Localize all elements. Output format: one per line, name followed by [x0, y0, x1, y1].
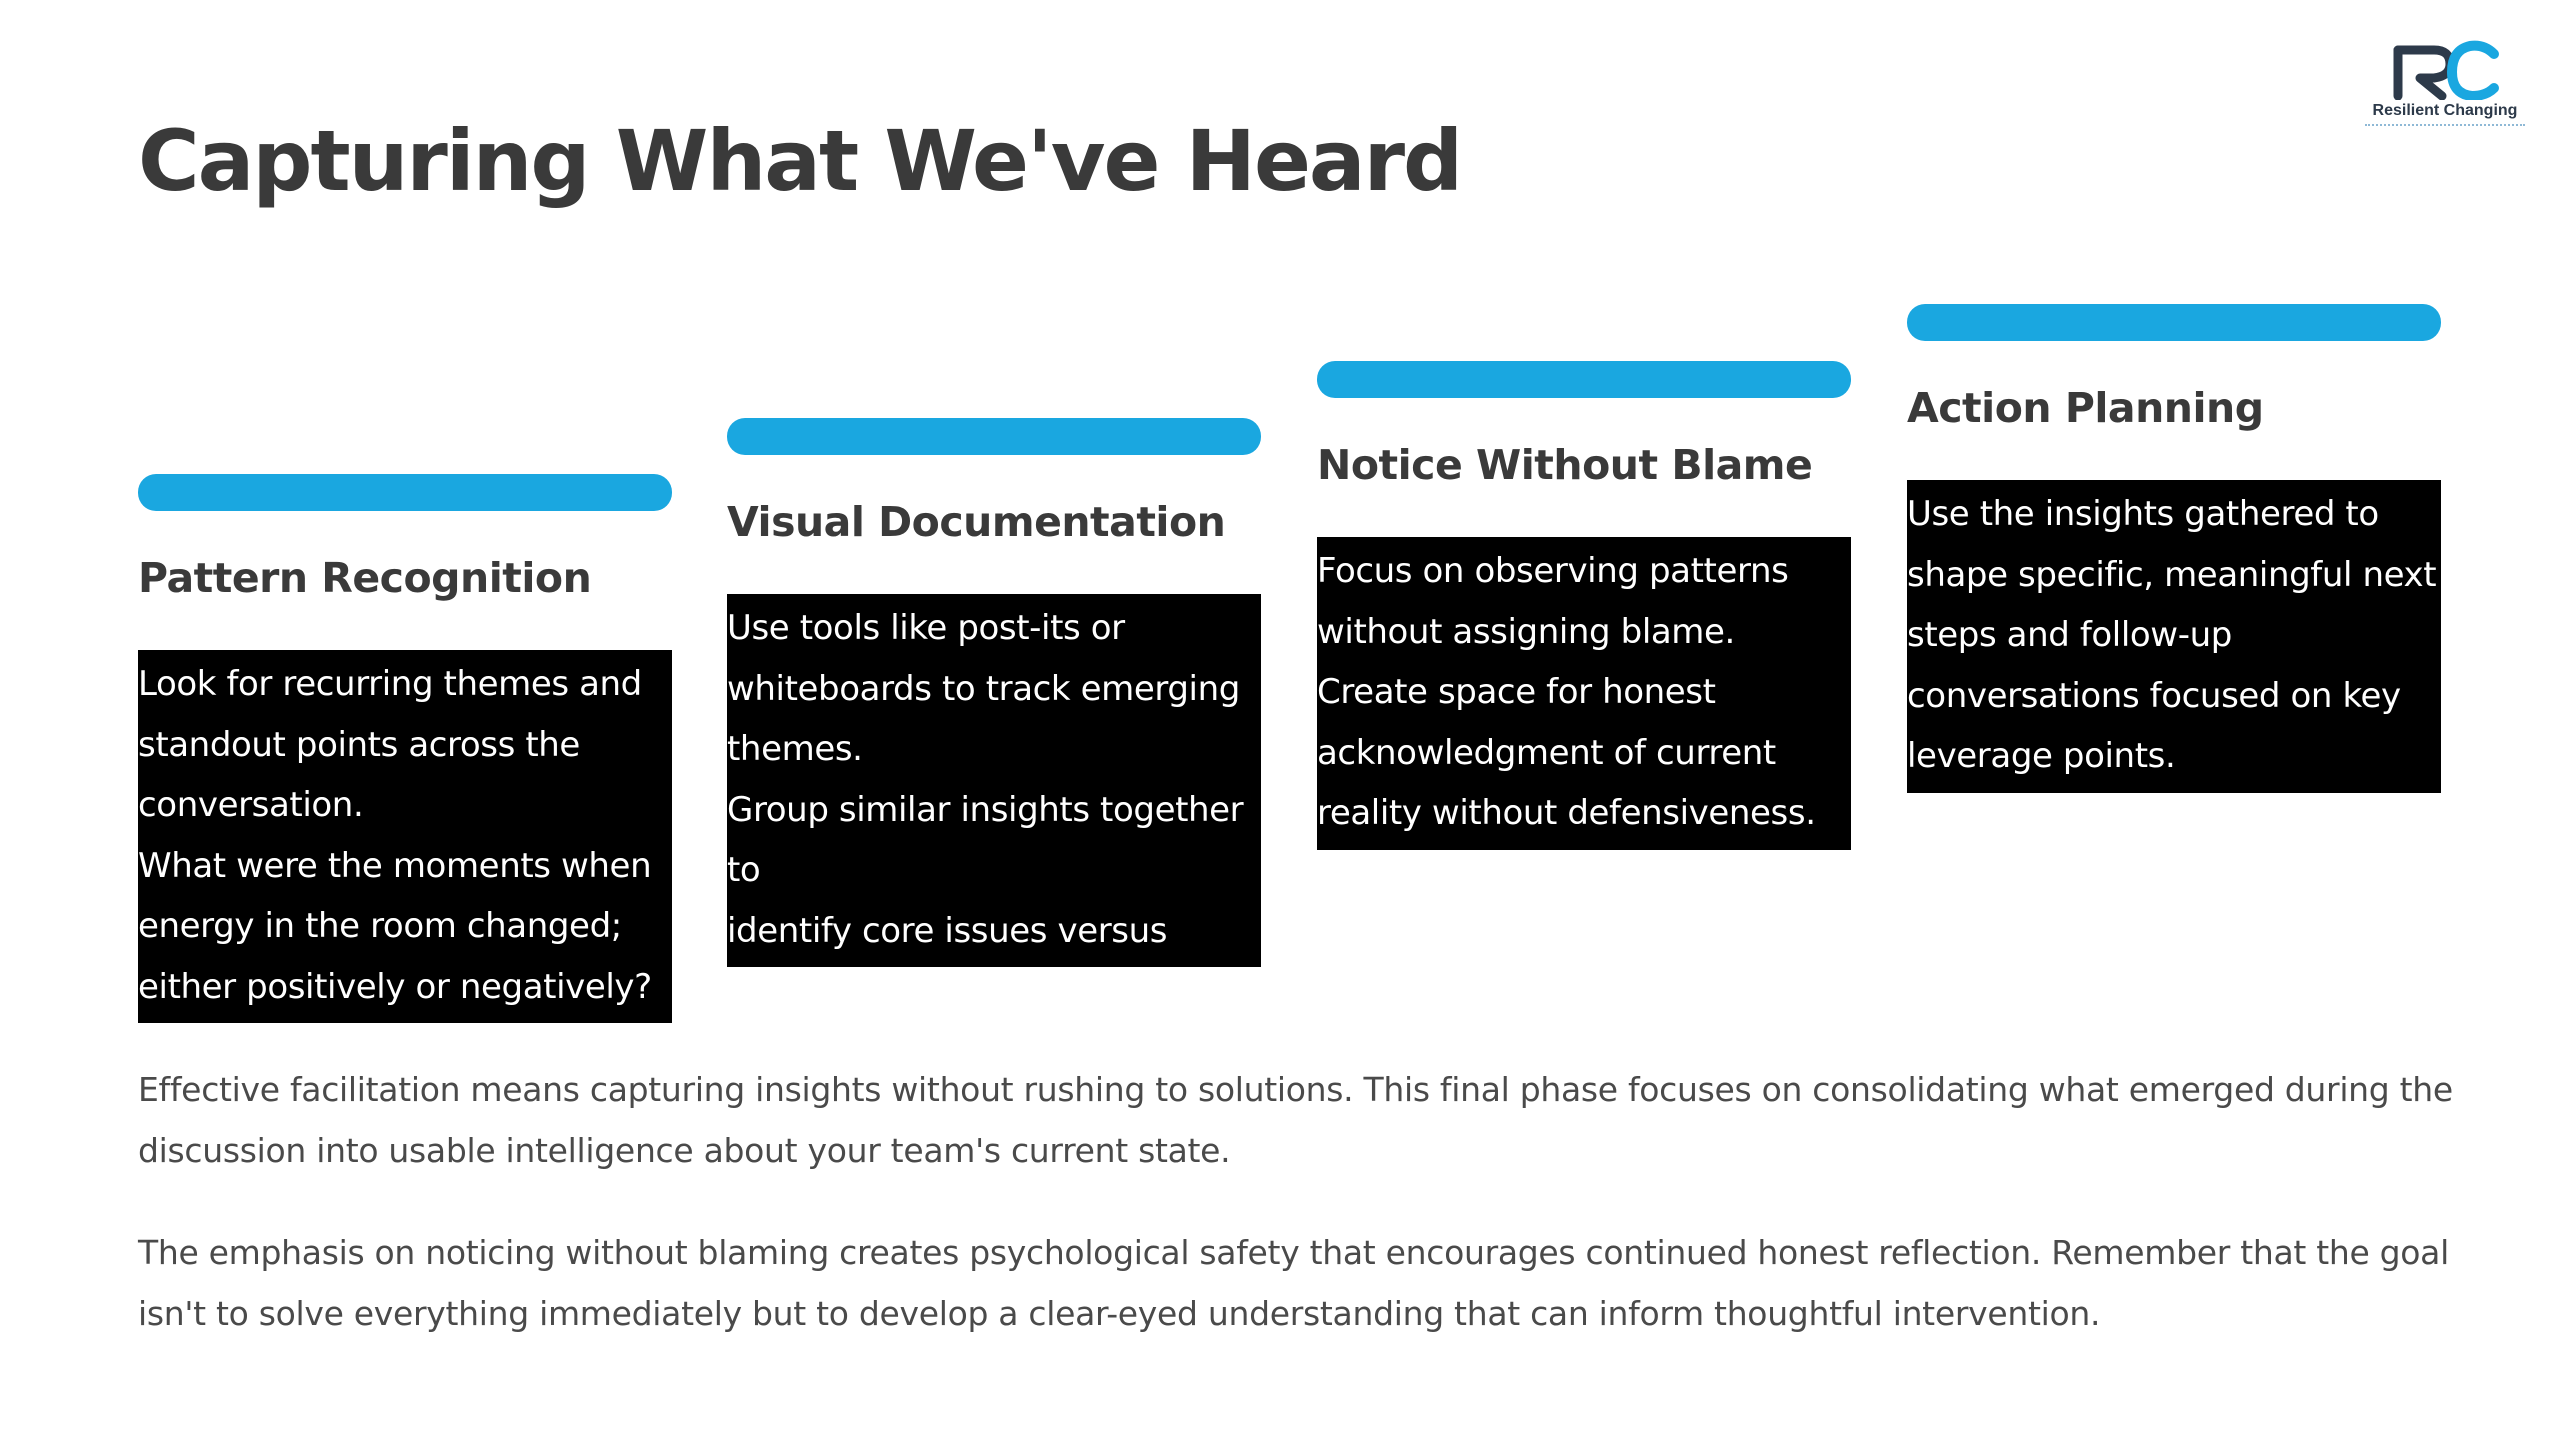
step-title: Notice Without Blame — [1317, 441, 1813, 489]
step-accent-bar — [138, 474, 672, 511]
step-accent-bar — [727, 418, 1261, 455]
step-title: Action Planning — [1907, 384, 2264, 432]
summary-paragraph: The emphasis on noticing without blaming creates psychological safety that encourages continued honest reflection. Remember that the goal isn't to solve everything immediately but to develop a clear-eyed understanding that can inform thoughtful intervention. — [138, 1233, 2449, 1333]
step-description-box — [138, 650, 672, 1023]
logo-underline — [2365, 124, 2525, 126]
brand-logo — [2360, 38, 2530, 128]
step-accent-bar — [1317, 361, 1851, 398]
step-description-box — [1907, 480, 2441, 793]
step-description: Use the insights gathered to shape specific, meaningful next steps and follow-up conversations focused on key leverage points. — [1907, 494, 2437, 776]
step-title: Visual Documentation — [727, 498, 1226, 546]
step-title: Pattern Recognition — [138, 554, 592, 602]
step-description: Look for recurring themes and standout points across the conversation. What were the moments when energy in the room changed; either positively or negatively? — [138, 664, 652, 1007]
page-title: Capturing What We've Heard — [138, 112, 1462, 210]
summary-paragraph: Effective facilitation means capturing insights without rushing to solutions. This final phase focuses on consolidating what emerged during the discussion into usable intelligence about your team's current state. — [138, 1070, 2453, 1170]
brand-name: Resilient Changing — [2372, 102, 2518, 119]
step-description: Focus on observing patterns without assigning blame. Create space for honest acknowledgment of current reality without defensiveness. — [1317, 551, 1816, 833]
step-accent-bar — [1907, 304, 2441, 341]
step-description-box — [1317, 537, 1851, 850]
step-description-box — [727, 594, 1261, 967]
step-description: Use tools like post-its or whiteboards to track emerging themes. Group similar insights together to identify core issues versus — [727, 608, 1244, 951]
resilient-changing-logo-icon — [2390, 38, 2500, 100]
